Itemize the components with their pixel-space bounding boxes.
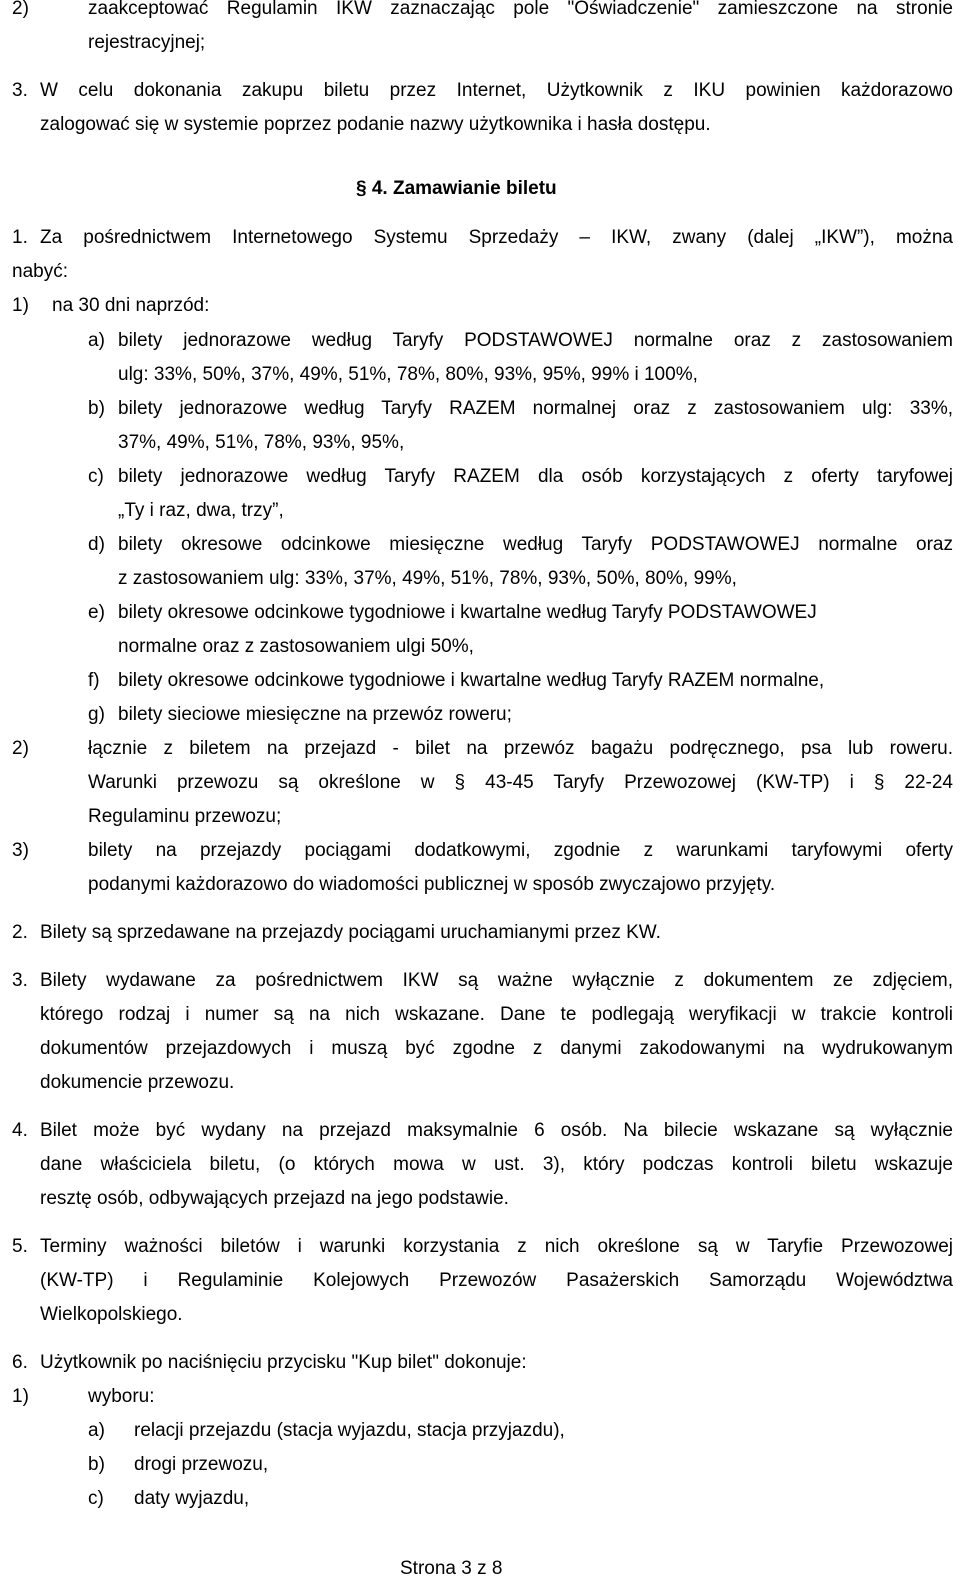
text-line: nabyć:: [12, 261, 68, 282]
text-line: 37%, 49%, 51%, 78%, 93%, 95%,: [118, 432, 405, 453]
list-letter: a): [88, 330, 105, 351]
list-letter: b): [88, 1454, 105, 1475]
text-line: zalogować się w systemie poprzez podanie nazwy użytkownika i hasła dostępu.: [40, 114, 711, 135]
list-number: 3): [12, 840, 29, 861]
text-line: dokumentów przejazdowych i muszą być zgodne z danymi zakodowanymi na wydrukowanym: [40, 1038, 953, 1059]
text-line: bilety jednorazowe według Taryfy RAZEM dla osób korzystających z oferty taryfowej: [118, 466, 953, 487]
text-line: łącznie z biletem na przejazd - bilet na przewóz bagażu podręcznego, psa lub roweru.: [88, 738, 953, 759]
text-line: bilety jednorazowe według Taryfy RAZEM normalnej oraz z zastosowaniem ulg: 33%,: [118, 398, 953, 419]
list-letter: c): [88, 1488, 104, 1509]
list-number: 3.: [12, 80, 28, 101]
list-number: 5.: [12, 1236, 28, 1257]
text-line: na 30 dni naprzód:: [52, 295, 210, 316]
list-number: 1.: [12, 227, 28, 248]
list-letter: g): [88, 704, 105, 725]
text-line: bilety sieciowe miesięczne na przewóz roweru;: [118, 704, 512, 725]
list-letter: f): [88, 670, 100, 691]
list-number: 4.: [12, 1120, 28, 1141]
text-line: Użytkownik po naciśnięciu przycisku "Kup bilet" dokonuje:: [40, 1352, 527, 1373]
text-line: którego rodzaj i numer są na nich wskazane. Dane te podlegają weryfikacji w trakcie kontroli: [40, 1004, 953, 1025]
text-line: ulg: 33%, 50%, 37%, 49%, 51%, 78%, 80%, 93%, 95%, 99% i 100%,: [118, 364, 698, 385]
list-number: 1): [12, 1386, 29, 1407]
text-line: relacji przejazdu (stacja wyjazdu, stacja przyjazdu),: [134, 1420, 565, 1441]
text-line: bilety okresowe odcinkowe tygodniowe i kwartalne według Taryfy PODSTAWOWEJ: [118, 602, 817, 623]
text-line: dokumencie przewozu.: [40, 1072, 235, 1093]
text-line: Bilety wydawane za pośrednictwem IKW są ważne wyłącznie z dokumentem ze zdjęciem,: [40, 970, 953, 991]
list-number: 3.: [12, 970, 28, 991]
page-footer: Strona 3 z 8: [400, 1558, 503, 1579]
text-line: Regulaminu przewozu;: [88, 806, 282, 827]
text-line: „Ty i raz, dwa, trzy”,: [118, 500, 284, 521]
section-title: § 4. Zamawianie biletu: [356, 178, 557, 199]
text-line: Wielkopolskiego.: [40, 1304, 183, 1325]
text-line: Terminy ważności biletów i warunki korzystania z nich określone są w Taryfie Przewozowej: [40, 1236, 953, 1257]
text-line: W celu dokonania zakupu biletu przez Internet, Użytkownik z IKU powinien każdorazowo: [40, 80, 953, 101]
text-line: rejestracyjnej;: [88, 32, 206, 53]
text-line: Warunki przewozu są określone w § 43-45 Taryfy Przewozowej (KW-TP) i § 22-24: [88, 772, 953, 793]
text-line: z zastosowaniem ulg: 33%, 37%, 49%, 51%, 78%, 93%, 50%, 80%, 99%,: [118, 568, 737, 589]
text-line: (KW-TP) i Regulaminie Kolejowych Przewozów Pasażerskich Samorządu Województwa: [40, 1270, 953, 1291]
text-line: bilety jednorazowe według Taryfy PODSTAWOWEJ normalne oraz z zastosowaniem: [118, 330, 953, 351]
text-line: Bilet może być wydany na przejazd maksymalnie 6 osób. Na bilecie wskazane są wyłącznie: [40, 1120, 953, 1141]
text-line: resztę osób, odbywających przejazd na jego podstawie.: [40, 1188, 509, 1209]
text-line: daty wyjazdu,: [134, 1488, 250, 1509]
list-number: 2): [12, 738, 29, 759]
text-line: bilety na przejazdy pociągami dodatkowymi, zgodnie z warunkami taryfowymi oferty: [88, 840, 953, 861]
text-line: Bilety są sprzedawane na przejazdy pociągami uruchamianymi przez KW.: [40, 922, 661, 943]
list-letter: a): [88, 1420, 105, 1441]
text-line: zaakceptować Regulamin IKW zaznaczając pole "Oświadczenie" zamieszczone na stronie: [88, 0, 953, 19]
list-letter: c): [88, 466, 104, 487]
text-line: normalne oraz z zastosowaniem ulgi 50%,: [118, 636, 474, 657]
list-number: 1): [12, 295, 29, 316]
text-line: podanymi każdorazowo do wiadomości publicznej w sposób zwyczajowo przyjęty.: [88, 874, 776, 895]
list-number: 2): [12, 0, 29, 19]
list-letter: b): [88, 398, 105, 419]
list-letter: d): [88, 534, 105, 555]
text-line: wyboru:: [88, 1386, 155, 1407]
list-number: 6.: [12, 1352, 28, 1373]
text-line: bilety okresowe odcinkowe miesięczne według Taryfy PODSTAWOWEJ normalne oraz: [118, 534, 953, 555]
text-line: drogi przewozu,: [134, 1454, 269, 1475]
list-number: 2.: [12, 922, 28, 943]
text-line: Za pośrednictwem Internetowego Systemu Sprzedaży – IKW, zwany (dalej „IKW”), można: [40, 227, 953, 248]
list-letter: e): [88, 602, 105, 623]
text-line: dane właściciela biletu, (o których mowa w ust. 3), który podczas kontroli biletu wskazuje: [40, 1154, 953, 1175]
text-line: bilety okresowe odcinkowe tygodniowe i kwartalne według Taryfy RAZEM normalne,: [118, 670, 825, 691]
